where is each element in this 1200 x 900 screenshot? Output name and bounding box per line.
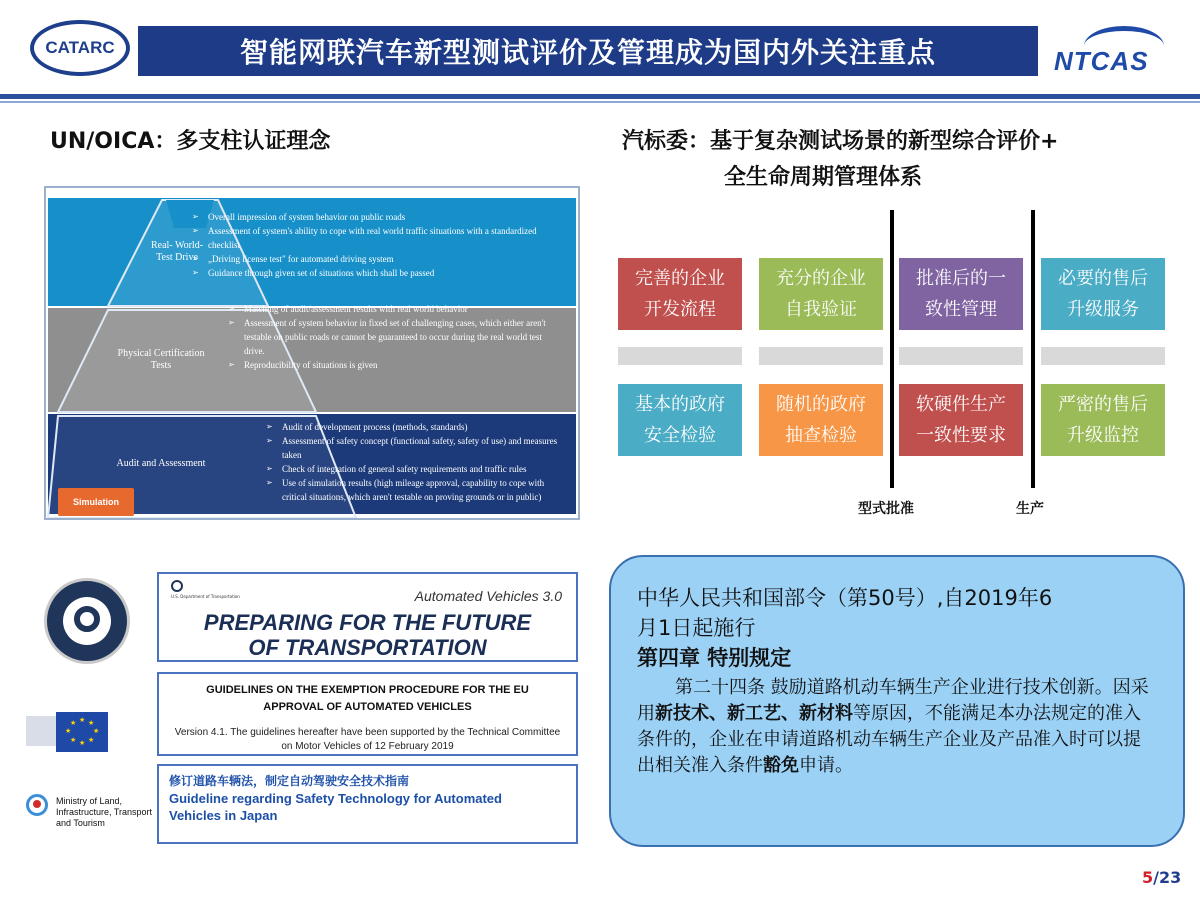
us-av30-card: U.S. Department of Transportation Automated Vehicles 3.0 PREPARING FOR THE FUTURE OF TRANSPORTATION — [157, 572, 578, 662]
bullet-item: ➢ Check of integration of general safety requirements and traffic rules — [266, 462, 566, 476]
bullet-item: ➢ Assessment of system's ability to cope with real world traffic situations with a standardized checklist — [192, 224, 562, 252]
right-heading-line1: 汽标委：基于复杂测试场景的新型综合评价+ — [622, 129, 1059, 154]
av30-series: Automated Vehicles 3.0 — [414, 588, 562, 604]
grey-separator-1 — [618, 347, 742, 365]
regulation-order-line1: 中华人民共和国部令（第50号）,自2019年6 — [637, 586, 1053, 610]
right-heading-line2: 全生命周期管理体系 — [724, 165, 923, 190]
mlit-logo-icon — [26, 794, 48, 824]
bullets-real-world — [192, 210, 562, 280]
triskelion-icon — [74, 606, 100, 632]
regulation-order-line2: 月1日起施行 — [637, 616, 756, 640]
grey-separator-4 — [1041, 347, 1165, 365]
bullet-item: ➢ Overall impression of system behavior on public roads — [192, 210, 562, 224]
left-heading: UN/OICA：多支柱认证理念 — [50, 129, 331, 154]
box-enterprise-dev-process: 完善的企业 开发流程 — [618, 258, 742, 330]
bullet-item: ➢ Assessment of system behavior in fixed set of challenging cases, which either aren't testable on public roads or cannot be guaranteed to occur during the real world test drive. — [228, 316, 562, 358]
page-number: 5/23 — [1142, 868, 1182, 887]
type-approval-divider — [890, 210, 894, 488]
bullets-physical — [228, 302, 562, 372]
eu-commission-logo — [26, 716, 56, 746]
box-gov-random-check: 随机的政府 抽查检验 — [759, 384, 883, 456]
mlit-name: Ministry of Land, Infrastructure, Transport and Tourism — [56, 796, 153, 828]
header-divider-thin — [0, 101, 1200, 103]
catarc-logo: CATARC — [30, 20, 130, 76]
japan-doc-title-en: Guideline regarding Safety Technology for Automated Vehicles in Japan — [169, 791, 502, 823]
bullet-item: ➢ Use of simulation results (high mileage approval, capability to cope with critical situations, which aren't testable on proving grounds or in public) — [266, 476, 566, 504]
bullet-item: ➢ „Driving license test" for automated driving system — [192, 252, 562, 266]
japan-doc-title-cn: 修订道路车辆法，制定自动驾驶安全技术指南 — [169, 774, 410, 788]
title-bar — [138, 26, 1038, 76]
certification-pyramid — [44, 186, 580, 520]
layer-name-audit: Audit and Assessment — [116, 458, 206, 469]
box-production-conformity: 软硬件生产 一致性要求 — [899, 384, 1023, 456]
label-type-approval: 型式批准 — [858, 501, 914, 517]
eu-doc-subtitle: Version 4.1. The guidelines hereafter have been supported by the Technical Committee on Motor Vehicles of 12 February 2019 — [174, 727, 561, 752]
header-divider — [0, 94, 1200, 99]
box-after-sales-monitoring: 严密的售后 升级监控 — [1041, 384, 1165, 456]
us-doc-title: PREPARING FOR THE FUTURE OF TRANSPORTATION — [203, 610, 532, 660]
box-gov-safety-inspection: 基本的政府 安全检验 — [618, 384, 742, 456]
eu-flag-icon: ★ ★ ★ ★ ★ ★ ★ ★ — [56, 712, 108, 752]
label-production: 生产 — [1016, 501, 1044, 517]
layer-name-physical: Physical Certification Tests — [117, 348, 205, 371]
bullet-item: ➢ Guidance through given set of situations which shall be passed — [192, 266, 562, 280]
regulation-article-24: 第二十四条 鼓励道路机动车辆生产企业进行技术创新。因采用新技术、新工艺、新材料等原因，不能满足本办法规定的准入条件的，企业在申请道路机动车辆生产企业及产品准入时可以提出相关准入条件豁免申请。 — [637, 677, 1149, 776]
regulation-callout — [609, 555, 1185, 847]
bullet-item: ➢ Audit of development process (methods, standards) — [266, 420, 566, 434]
layer-name-real-world: Real- World- Test Drive — [150, 240, 204, 263]
grey-separator-2 — [759, 347, 883, 365]
box-after-sales-upgrade-service: 必要的售后 升级服务 — [1041, 258, 1165, 330]
simulation-badge: Simulation — [58, 488, 134, 516]
box-post-approval-conformity: 批准后的一 致性管理 — [899, 258, 1023, 330]
japan-guideline-card — [157, 764, 578, 844]
eu-guidelines-card — [157, 672, 578, 756]
production-divider — [1031, 210, 1035, 488]
grey-separator-3 — [899, 347, 1023, 365]
bullet-item: ➢ Assessment of safety concept (functional safety, safety of use) and measures taken — [266, 434, 566, 462]
box-enterprise-self-verification: 充分的企业 自我验证 — [759, 258, 883, 330]
regulation-chapter: 第四章 特别规定 — [637, 646, 792, 670]
bullet-item: ➢ Matching of audit/assessment results with real world behavior — [228, 302, 562, 316]
page-title: 智能网联汽车新型测试评价及管理成为国内外关注重点 — [239, 36, 936, 69]
bullets-audit — [266, 420, 566, 504]
dot-logo-icon — [171, 580, 183, 592]
bullet-item: ➢ Reproducibility of situations is given — [228, 358, 562, 372]
us-dot-seal — [44, 578, 130, 664]
eu-doc-title: GUIDELINES ON THE EXEMPTION PROCEDURE FOR THE EU APPROVAL OF AUTOMATED VEHICLES — [206, 684, 529, 713]
ntcas-logo: NTCAS — [1048, 22, 1168, 78]
